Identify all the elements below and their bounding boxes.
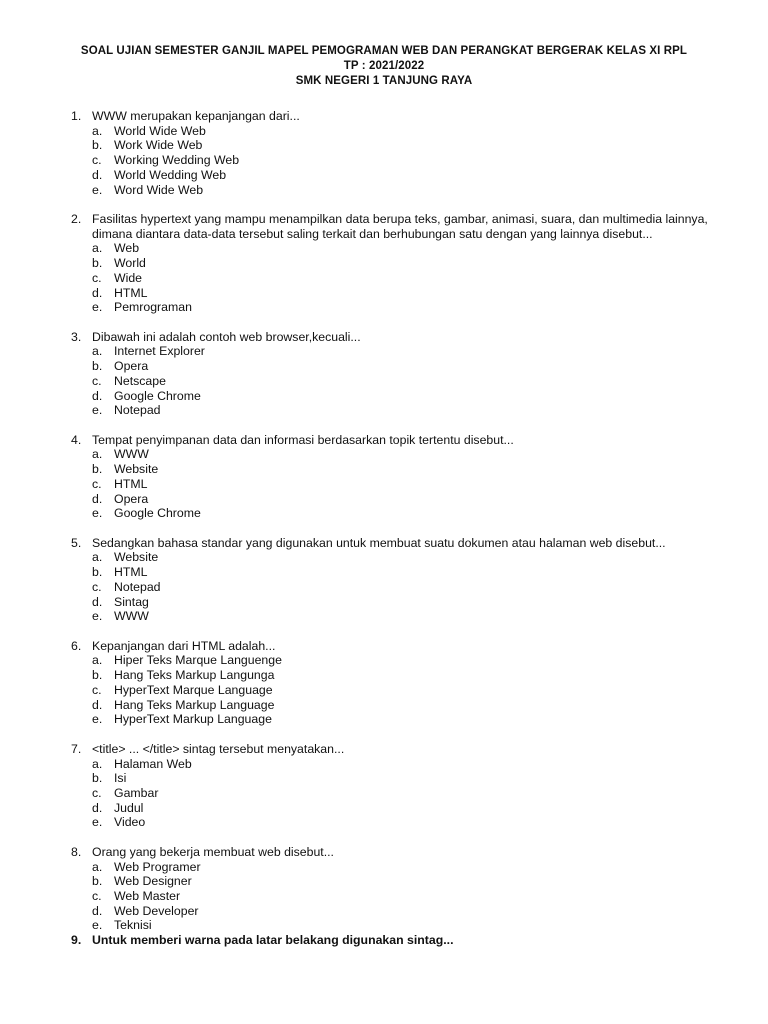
answer-option (92, 712, 708, 727)
answer-option (92, 595, 708, 610)
option-text: Google Chrome (114, 506, 201, 521)
answer-options (92, 550, 708, 624)
answer-option (92, 447, 708, 462)
option-text: Isi (114, 771, 127, 786)
question-number: 3. (71, 329, 82, 344)
option-letter: c. (92, 579, 102, 594)
option-letter: b. (92, 771, 103, 786)
option-letter: b. (92, 359, 103, 374)
answer-options (92, 860, 708, 934)
option-text: Halaman Web (114, 756, 192, 771)
option-text: Web Master (114, 888, 181, 903)
answer-option (92, 256, 708, 271)
document-header (0, 44, 768, 89)
question-text: Sedangkan bahasa standar yang digunakan untuk membuat suatu dokumen atau halaman web disebut... (92, 535, 666, 550)
option-letter: c. (92, 785, 102, 800)
option-text: Work Wide Web (114, 138, 203, 153)
option-text: HTML (114, 285, 148, 300)
option-letter: d. (92, 388, 103, 403)
option-letter: e. (92, 815, 103, 830)
option-text: Pemrograman (114, 300, 192, 315)
option-letter: e. (92, 403, 103, 418)
answer-option (92, 241, 708, 256)
option-text: Wide (114, 270, 143, 285)
option-text: Internet Explorer (114, 344, 205, 359)
option-text: Notepad (114, 403, 161, 418)
answer-option (92, 580, 708, 595)
answer-option (92, 860, 708, 875)
option-letter: c. (92, 888, 102, 903)
option-letter: a. (92, 123, 103, 138)
answer-options (92, 344, 708, 418)
option-text: Word Wide Web (114, 182, 204, 197)
question-number: 2. (71, 212, 82, 227)
answer-option (92, 904, 708, 919)
option-text: Web (114, 241, 140, 256)
option-text: Netscape (114, 373, 166, 388)
option-letter: b. (92, 256, 103, 271)
question-number: 8. (71, 844, 82, 859)
question-5 (71, 535, 708, 624)
option-text: Website (114, 462, 159, 477)
question-number: 4. (71, 432, 82, 447)
question-6 (71, 638, 708, 727)
question-4 (71, 432, 708, 521)
option-text: Google Chrome (114, 388, 201, 403)
question-text: WWW merupakan kepanjangan dari... (92, 109, 300, 123)
answer-option (92, 403, 708, 418)
answer-option (92, 550, 708, 565)
answer-option (92, 359, 708, 374)
option-letter: c. (92, 373, 102, 388)
answer-option (92, 286, 708, 301)
answer-option (92, 683, 708, 698)
answer-option (92, 801, 708, 816)
question-3 (71, 329, 708, 418)
option-text: Web Developer (114, 903, 199, 918)
option-letter: e. (92, 609, 103, 624)
answer-option (92, 344, 708, 359)
question-8 (71, 844, 708, 933)
answer-option (92, 609, 708, 624)
question-list (0, 109, 768, 948)
option-text: Teknisi (114, 918, 152, 933)
option-text: Hiper Teks Marque Languenge (114, 653, 282, 668)
option-text: World (114, 256, 146, 271)
option-letter: d. (92, 285, 103, 300)
answer-options (92, 124, 708, 198)
question-text: Tempat penyimpanan data dan informasi berdasarkan topik tertentu disebut... (92, 432, 514, 447)
answer-options (92, 241, 708, 315)
option-letter: e. (92, 182, 103, 197)
answer-option (92, 757, 708, 772)
option-letter: b. (92, 874, 103, 889)
question-text: <title> ... </title> sintag tersebut menyatakan... (92, 741, 345, 756)
question-text: Untuk memberi warna pada latar belakang digunakan sintag... (92, 933, 454, 948)
question-1 (71, 109, 708, 197)
answer-option (92, 168, 708, 183)
option-letter: c. (92, 270, 102, 285)
option-text: Opera (114, 491, 149, 506)
option-letter: c. (92, 682, 102, 697)
answer-options (92, 653, 708, 727)
option-text: Gambar (114, 785, 159, 800)
question-7 (71, 741, 708, 830)
answer-option (92, 889, 708, 904)
option-text: Hang Teks Markup Language (114, 697, 275, 712)
option-letter: a. (92, 756, 103, 771)
answer-option (92, 771, 708, 786)
option-letter: e. (92, 300, 103, 315)
option-letter: d. (92, 800, 103, 815)
question-number: 6. (71, 638, 82, 653)
answer-option (92, 183, 708, 198)
option-letter: d. (92, 594, 103, 609)
answer-option (92, 565, 708, 580)
header-school-line: SMK NEGERI 1 TANJUNG RAYA (295, 75, 473, 87)
option-text: Opera (114, 359, 149, 374)
answer-option (92, 918, 708, 933)
option-text: HyperText Marque Language (114, 682, 273, 697)
option-text: Video (114, 815, 146, 830)
answer-option (92, 462, 708, 477)
option-text: Notepad (114, 579, 161, 594)
option-letter: a. (92, 859, 103, 874)
option-letter: c. (92, 153, 102, 168)
answer-option (92, 124, 708, 139)
answer-option (92, 389, 708, 404)
question-number: 5. (71, 535, 82, 550)
option-text: HTML (114, 565, 148, 580)
option-text: Judul (114, 800, 144, 815)
option-letter: a. (92, 447, 103, 462)
answer-option (92, 138, 708, 153)
answer-option (92, 668, 708, 683)
question-text: Fasilitas hypertext yang mampu menampilkan data berupa teks, gambar, animasi, suara, dan multimedia lainnya, dimana diantara data-data tersebut saling terkait dan berhubungan satu dengan yang lainnya disebut... (92, 212, 708, 241)
option-text: HTML (114, 476, 148, 491)
answer-options (92, 447, 708, 521)
question-number: 7. (71, 741, 82, 756)
answer-option (92, 300, 708, 315)
answer-option (92, 374, 708, 389)
option-letter: d. (92, 491, 103, 506)
option-letter: d. (92, 697, 103, 712)
option-letter: a. (92, 344, 103, 359)
option-letter: b. (92, 462, 103, 477)
option-letter: b. (92, 668, 103, 683)
option-letter: e. (92, 918, 103, 933)
answer-option (92, 786, 708, 801)
option-text: WWW (114, 609, 149, 624)
option-letter: d. (92, 903, 103, 918)
option-letter: e. (92, 506, 103, 521)
answer-option (92, 653, 708, 668)
question-2 (71, 212, 708, 315)
option-letter: a. (92, 653, 103, 668)
question-9 (71, 933, 708, 948)
option-text: WWW (114, 447, 149, 462)
option-letter: b. (92, 138, 103, 153)
answer-option (92, 477, 708, 492)
answer-option (92, 815, 708, 830)
question-text: Dibawah ini adalah contoh web browser,kecuali... (92, 329, 361, 344)
answer-option (92, 874, 708, 889)
answer-option (92, 271, 708, 286)
header-year-line: TP : 2021/2022 (343, 60, 425, 72)
option-text: Sintag (114, 594, 149, 609)
question-number: 1. (71, 109, 82, 123)
answer-option (92, 492, 708, 507)
header-title-line: SOAL UJIAN SEMESTER GANJIL MAPEL PEMOGRAMAN WEB DAN PERANGKAT BERGERAK KELAS XI RPL (80, 45, 688, 57)
option-text: Web Designer (114, 874, 192, 889)
option-text: Website (114, 550, 159, 565)
answer-option (92, 698, 708, 713)
option-text: Working Wedding Web (114, 153, 240, 168)
option-text: World Wedding Web (114, 167, 227, 182)
option-text: World Wide Web (114, 123, 206, 138)
option-letter: c. (92, 476, 102, 491)
option-text: Web Programer (114, 859, 201, 874)
option-text: Hang Teks Markup Langunga (114, 668, 275, 683)
question-text: Orang yang bekerja membuat web disebut... (92, 844, 334, 859)
answer-option (92, 506, 708, 521)
option-letter: b. (92, 565, 103, 580)
option-letter: a. (92, 550, 103, 565)
answer-options (92, 757, 708, 831)
option-text: HyperText Markup Language (114, 712, 272, 727)
question-text: Kepanjangan dari HTML adalah... (92, 638, 276, 653)
question-number: 9. (71, 933, 82, 948)
answer-option (92, 153, 708, 168)
option-letter: d. (92, 167, 103, 182)
option-letter: a. (92, 241, 103, 256)
option-letter: e. (92, 712, 103, 727)
